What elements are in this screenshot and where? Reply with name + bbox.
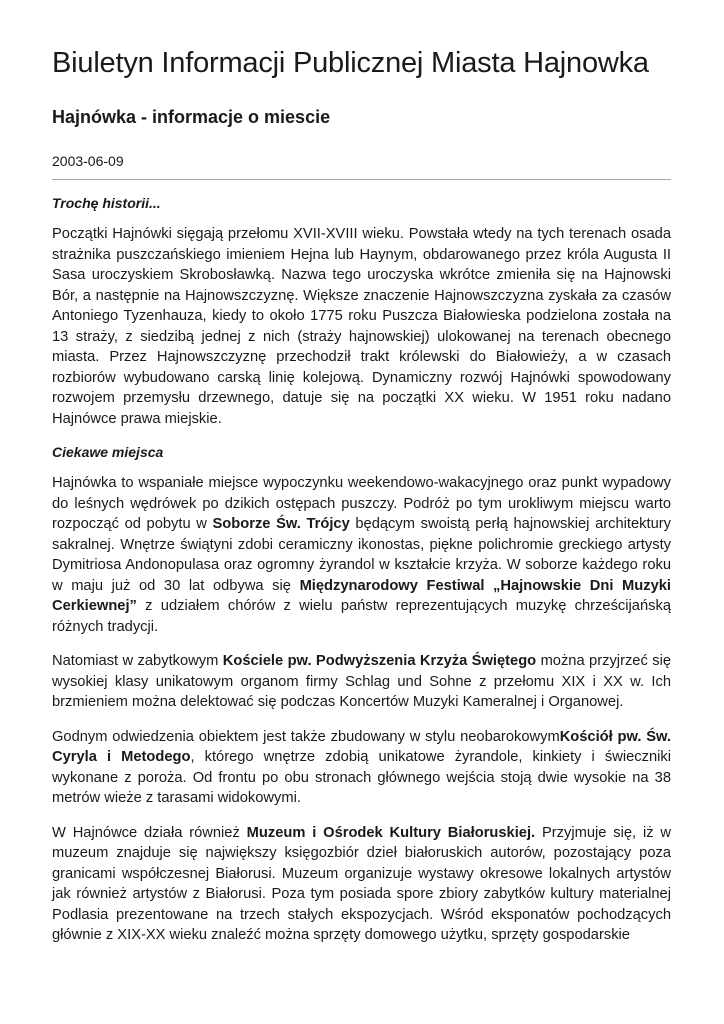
paragraph-text: Natomiast w zabytkowym — [52, 653, 223, 669]
paragraph-text: Hajnówka to wspaniałe miejsce wypoczynku weekendowo-wakacyjnego oraz punkt wypadowy do leśnych wędrówek po dzikich ostępach puszczy. Podróż po tym urokliwym miejscu warto rozpocząć od pobytu w — [52, 475, 671, 532]
paragraph-text: z udziałem chórów z wielu państw reprezentujących muzykę chrześcijańską różnych tradycji. — [52, 598, 671, 635]
highlight-sobor: Soborze Św. Trójcy — [212, 516, 350, 532]
places-paragraph-kosciol — [52, 651, 671, 713]
places-paragraph-sobor — [52, 473, 671, 637]
paragraph-text: Przyjmuje się, iż w muzeum znajduje się największy księgozbiór dzieł białoruskich autorów, pozostający poza granicami współczesnej Białorusi. Muzeum organizuje wystawy okresowe lokalnych artystów jak również artystów z Białorusi. Poza tym posiada spore zbiory zabytków kultury materialnej Podlasia prezentowane na trzech stałych ekspozycjach. Wśród eksponatów pochodzących głównie z XIX-XX wieku znaleźć można sprzęty domowego użytku, sprzęty gospodarskie — [52, 824, 671, 943]
highlight-cyryl: Kościół pw. Św. Cyryla i Metodego — [52, 728, 671, 765]
highlight-muzeum: Muzeum i Ośrodek Kultury Białoruskiej. — [246, 824, 536, 841]
places-paragraph-cyryl — [52, 727, 671, 809]
document-page — [52, 45, 671, 946]
paragraph-text: Godnym odwiedzenia obiektem jest także zbudowany w stylu neobarokowym — [52, 728, 560, 745]
history-paragraph: Początki Hajnówki sięgają przełomu XVII-XVIII wieku. Powstała wtedy na tych terenach osada strażnika puszczańskiego imieniem Hejna lub Haynym, obdarowanego przez króla Augusta II Sasa uroczyskiem Skrobosławką. Nazwa tego uroczyska wkrótce zmieniła się na Hajnowski Bór, a następnie na Hajnowszczyznę. Większe znaczenie Hajnowszczyzna zyskała za czasów Antoniego Tyzenhauza, kiedy to około 1775 roku Puszcza Białowieska podzielona została na 13 straży, z siedzibą jednej z nich (straży hajnowskiej) ulokowanej na terenach obecnego miasta. Przez Hajnowszczyznę przechodził trakt królewski do Białowieży, a w czasach rozbiorów wybudowano carską linię kolejową. Dynamiczny rozwój Hajnówki spowodowany rozwojem przemysłu drzewnego, datuje się na początki XX wieku. W 1951 roku nadano Hajnówce prawa miejskie. — [52, 226, 671, 427]
article-title: Hajnówka - informacje o miescie — [52, 107, 331, 127]
paragraph-text: można przyjrzeć się wysokiej klasy unikatowym organom firmy Schlag und Sohne z przełomu XIX i XX w. Ich brzmieniem można delektować się podczas Koncertów Muzyki Kameralnej i Organowej. — [52, 653, 671, 710]
paragraph-text: W Hajnówce działa również — [52, 824, 247, 841]
site-title: Biuletyn Informacji Publicznej Miasta Hajnowka — [52, 47, 649, 79]
publication-date: 2003-06-09 — [52, 153, 124, 169]
places-paragraph-muzeum — [52, 823, 671, 946]
paragraph-text: , którego wnętrze zdobią unikatowe żyrandole, kinkiety i świeczniki wykonane z poroża. Od frontu po obu stronach głównego wejścia stoją dwie wysokie na 38 metrów wieże z tarasami widokowymi. — [52, 749, 671, 806]
highlight-kosciol: Kościele pw. Podwyższenia Krzyża Świętego — [222, 653, 537, 669]
header-divider — [52, 179, 671, 180]
paragraph-text: będącym swoistą perłą hajnowskiej architektury sakralnej. Wnętrze świątyni zdobi ceramiczny ikonostas, piękne polichromie greckiego artysty Dymitriosa Andonopulasa oraz ogromny żyrandol w kształcie krzyża. W soborze każdego roku w maju już od 30 lat odbywa się — [52, 516, 671, 594]
section-heading-history: Trochę historii... — [52, 195, 161, 211]
section-heading-places: Ciekawe miejsca — [52, 444, 164, 460]
highlight-festival: Międzynarodowy Festiwal „Hajnowskie Dni Muzyki Cerkiewnej” — [52, 577, 672, 614]
